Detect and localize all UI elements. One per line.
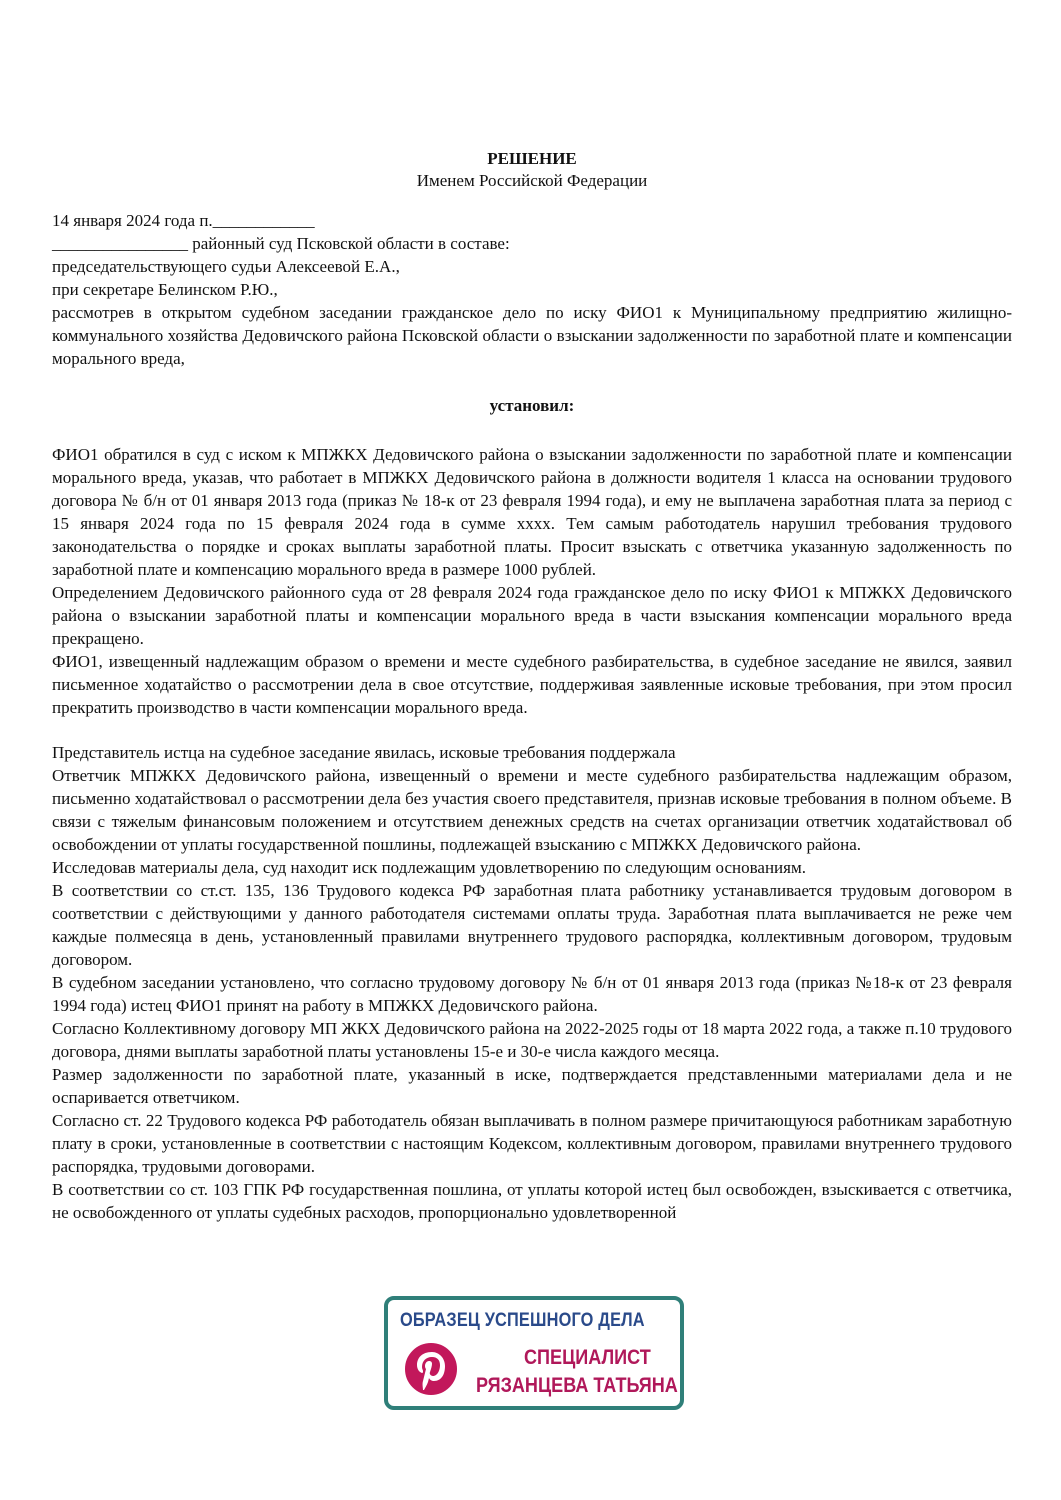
paragraph-representative: Представитель истца на судебное заседание явилась, исковые требования поддержала (52, 743, 676, 762)
paragraph-plaintiff-absence: ФИО1, извещенный надлежащим образом о времени и месте судебного разбирательства, в судебное заседание не явился, заявил письменное ходатайство о рассмотрении дела в свое отсутствие, поддерживая заявленные исковые требования, при этом просил прекратить производство в части компенсации морального вреда. (52, 652, 1012, 717)
paragraph-ruling-termination: Определением Дедовичского районного суда от 28 февраля 2024 года гражданское дело по иску ФИО1 к МПЖКХ Дедовичского района о взыскании заработной платы и компенсации морального вреда в части взыскания компенсации морального вреда прекращено. (52, 583, 1012, 648)
header-line-date: 14 января 2024 года п.____________ (52, 211, 315, 230)
paragraph-debt-amount: Размер задолженности по заработной плате, указанный в иске, подтверждается представленными материалами дела и не оспаривается ответчиком. (52, 1065, 1012, 1107)
stamp-name: РЯЗАНЦЕВА ТАТЬЯНА (476, 1374, 678, 1397)
intro-paragraph: рассмотрев в открытом судебном заседании гражданское дело по иску ФИО1 к Муниципальному предприятию жилищно-коммунального хозяйства Дедовичского района Псковской области о взыскании задолженности по заработной плате и компенсации морального вреда, (52, 303, 1012, 368)
header-line-judge: председательствующего судьи Алексеевой Е.А., (52, 257, 400, 276)
pinterest-icon (402, 1340, 460, 1398)
paragraph-article-22: Согласно ст. 22 Трудового кодекса РФ работодатель обязан выплачивать в полном размере причитающуюся работникам заработную плату в сроки, установленные в соответствии с настоящим Кодексом, коллективным договором, правилами внутреннего трудового распорядка, трудовыми договорами. (52, 1111, 1012, 1176)
paragraph-court-finds: Исследовав материалы дела, суд находит иск подлежащим удовлетворению по следующим основаниям. (52, 858, 806, 877)
watermark-stamp (384, 1296, 684, 1410)
paragraph-collective-agreement: Согласно Коллективному договору МП ЖКХ Дедовичского района на 2022-2025 годы от 18 марта 2022 года, а также п.10 трудового договора, днями выплаты заработной платы установлены 15-е и 30-е числа каждого месяца. (52, 1019, 1012, 1061)
document-subtitle: Именем Российской Федерации (416, 171, 648, 190)
paragraph-article-103: В соответствии со ст. 103 ГПК РФ государственная пошлина, от уплаты которой истец был освобожден, взыскивается с ответчика, не освобожденного от уплаты судебных расходов, пропорционально удовлетворенной (52, 1180, 1012, 1222)
established-heading: установил: (489, 396, 575, 415)
header-line-court: ________________ районный суд Псковской области в составе: (52, 234, 510, 253)
paragraph-articles-135-136: В соответствии со ст.ст. 135, 136 Трудового кодекса РФ заработная плата работнику устанавливается трудовым договором в соответствии с действующими у данного работодателя системами оплаты труда. Заработная плата выплачивается не реже чем каждые полмесяца в день, установленный правилами внутреннего трудового распорядка, коллективным договором, трудовым договором. (52, 881, 1012, 969)
court-decision-document (52, 148, 1012, 1224)
document-title: РЕШЕНИЕ (487, 149, 577, 168)
paragraph-claim: ФИО1 обратился в суд с иском к МПЖКХ Дедовичского района о взыскании задолженности по заработной плате и компенсации морального вреда, указав, что работает в МПЖКХ Дедовичского района в должности водителя 1 класса на основании трудового договора № б/н от 01 января 2013 года (приказ № 18-к от 23 февраля 1994 года), и ему не выплачена заработная плата за период с 15 января 2024 года по 15 февраля 2024 года в сумме хххх. Тем самым работодатель нарушил требования трудового законодательства о порядке и сроках выплаты заработной платы. Просит взыскать с ответчика указанную задолженность по заработной плате и компенсацию морального вреда в размере 1000 рублей. (52, 445, 1012, 579)
stamp-top-text: ОБРАЗЕЦ УСПЕШНОГО ДЕЛА (400, 1310, 645, 1331)
header-line-secretary: при секретаре Белинском Р.Ю., (52, 280, 278, 299)
paragraph-defendant: Ответчик МПЖКХ Дедовичского района, извещенный о времени и месте судебного разбирательства надлежащим образом, письменно ходатайствовал о рассмотрении дела без участия своего представителя, признав исковые требования в полном объеме. В связи с тяжелым финансовым положением и отсутствием денежных средств на счетах организации ответчик ходатайствовал об освобождении от уплаты государственной пошлины, подлежащей взысканию с МПЖКХ Дедовичского района. (52, 766, 1012, 854)
paragraph-gap (52, 719, 1012, 741)
stamp-role: СПЕЦИАЛИСТ (524, 1346, 651, 1369)
paragraph-employment-contract: В судебном заседании установлено, что согласно трудовому договору № б/н от 01 января 2013 года (приказ №18-к от 23 февраля 1994 года) истец ФИО1 принят на работу в МПЖКХ Дедовичского района. (52, 973, 1012, 1015)
